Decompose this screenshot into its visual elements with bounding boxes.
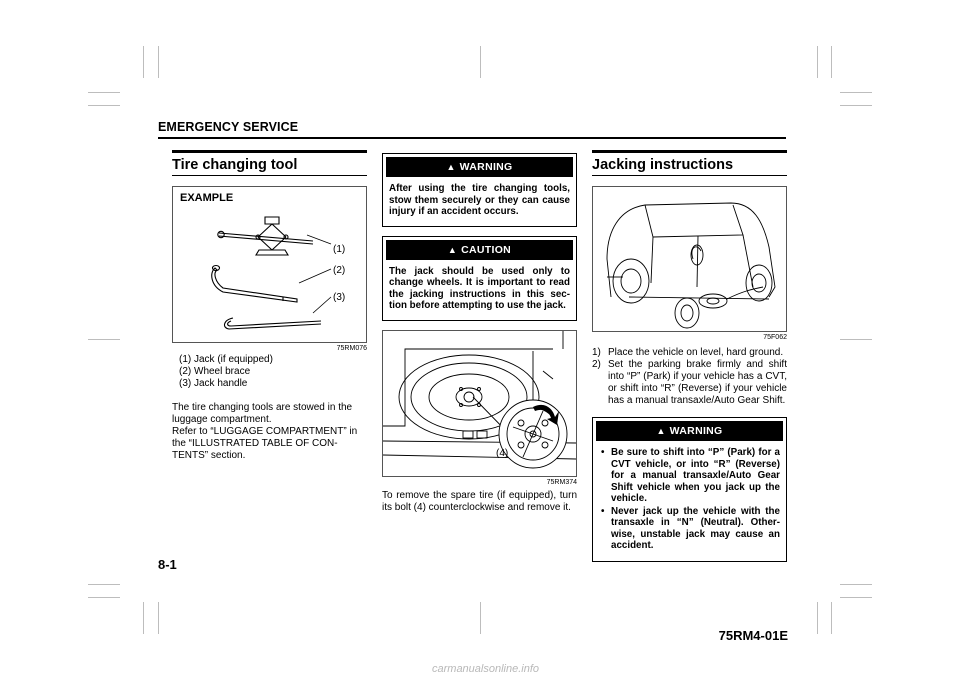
callout-2: (2): [333, 265, 346, 276]
crop-mark: [143, 46, 144, 78]
crop-mark: [817, 46, 818, 78]
caution-label: CAUTION: [461, 243, 512, 256]
jack-handle-drawing: [224, 318, 321, 329]
warning-header: [596, 421, 783, 441]
warning-box: [592, 417, 787, 562]
wheel-brace-drawing: [212, 266, 297, 303]
running-header: EMERGENCY SERVICE: [158, 120, 299, 134]
figure-code: 75F062: [763, 334, 787, 341]
figure-code: 75RM076: [336, 345, 367, 352]
callout-3: (3): [333, 292, 346, 303]
paragraph-line: TENTS” section.: [172, 450, 246, 461]
caution-box: [382, 236, 577, 321]
jack-drawing: [218, 217, 313, 255]
crop-mark: [480, 46, 481, 78]
middle-column: [382, 153, 577, 514]
watermark: carmanualsonline.info: [432, 663, 540, 675]
spare-tire-figure: [382, 330, 577, 477]
list-item: (1) Jack (if equipped): [179, 354, 273, 365]
vehicle-figure: [592, 186, 787, 332]
section-rule-thin: [172, 175, 367, 176]
warning-header: [386, 157, 573, 177]
section-rule: [172, 150, 367, 153]
crop-mark: [840, 584, 872, 585]
crop-mark: [158, 46, 159, 78]
warning-label: WARNING: [669, 425, 723, 437]
callout-1: (1): [333, 244, 346, 255]
document-code: 75RM4-01E: [718, 628, 788, 643]
step-number: 2): [592, 359, 601, 370]
warning-triangle-icon: ▲: [446, 162, 456, 172]
crop-mark: [831, 602, 832, 634]
warning-bullet: • Never jack up the vehicle with the transaxle in “N” (Neutral). Other- wise, unstable jack may cause an accident.: [601, 505, 780, 551]
section-rule: [592, 150, 787, 153]
jacking-steps: [592, 347, 787, 407]
crop-mark: [88, 92, 120, 93]
paragraph-line: the “ILLUSTRATED TABLE OF CON-: [172, 438, 338, 449]
crop-mark: [88, 584, 120, 585]
crop-mark: [840, 92, 872, 93]
crop-mark: [158, 602, 159, 634]
callout-4: (4): [496, 447, 509, 459]
section-rule-thin: [592, 175, 787, 176]
paragraph-line: The tire changing tools are stowed in the: [172, 402, 353, 413]
caution-header: [386, 240, 573, 260]
crop-mark: [817, 602, 818, 634]
stowage-paragraph: [172, 402, 367, 462]
figure-code: 75RM374: [546, 478, 577, 486]
step-text: Set the parking brake firmly and shift into “P” (Park) if your vehicle has a CVT, or shift into “R” (Reverse) if your vehicle has a manual transaxle/Auto Gear Shift.: [608, 359, 787, 406]
crop-mark: [840, 597, 872, 598]
crop-mark: [480, 602, 481, 634]
tool-figure: [172, 186, 367, 343]
section-title: Tire changing tool: [172, 157, 298, 173]
caution-text: The jack should be used only to change wheels. It is important to read the jacking instructions in this sec- tion before attempting to use the jack.: [389, 265, 570, 311]
warning-text: After using the tire changing tools, stow them securely or they can cause injury if an accident occurs.: [389, 183, 570, 217]
warning-text: [593, 441, 786, 561]
jacking-column: [592, 150, 787, 571]
example-label: EXAMPLE: [180, 192, 234, 204]
caution-triangle-icon: ▲: [447, 244, 458, 255]
list-item: (2) Wheel brace: [179, 366, 251, 377]
paragraph-line: Refer to “LUGGAGE COMPARTMENT” in: [172, 426, 358, 437]
warning-bullet: • Be sure to shift into “P” (Park) for a CVT vehicle, or into “R” (Reverse) for a manual transaxle/Auto Gear Shift vehicle when you jack up the vehicle.: [601, 447, 780, 504]
tool-list: [172, 354, 367, 390]
step-number: 1): [592, 347, 601, 358]
list-item: (3) Jack handle: [179, 378, 248, 389]
crop-mark: [831, 46, 832, 78]
step-item: [592, 347, 787, 359]
spare-tire-paragraph: To remove the spare tire (if equipped), turn its bolt (4) counterclockwise and remove it.: [382, 489, 577, 513]
crop-mark: [840, 105, 872, 106]
warning-triangle-icon: ▲: [656, 426, 666, 436]
crop-mark: [840, 339, 872, 340]
crop-mark: [88, 105, 120, 106]
warning-box: [382, 153, 577, 227]
tool-column: [172, 150, 367, 462]
section-title: Jacking instructions: [592, 157, 734, 173]
header-rule: [158, 137, 786, 139]
paragraph-line: luggage compartment.: [172, 414, 272, 425]
step-text: Place the vehicle on level, hard ground.: [608, 347, 784, 358]
spare-tire-illustration: [383, 331, 576, 476]
page-number: 8-1: [158, 557, 177, 572]
vehicle-illustration: [593, 187, 786, 331]
crop-mark: [143, 602, 144, 634]
warning-label: WARNING: [459, 161, 513, 173]
crop-mark: [88, 597, 120, 598]
step-item: [592, 359, 787, 407]
crop-mark: [88, 339, 120, 340]
